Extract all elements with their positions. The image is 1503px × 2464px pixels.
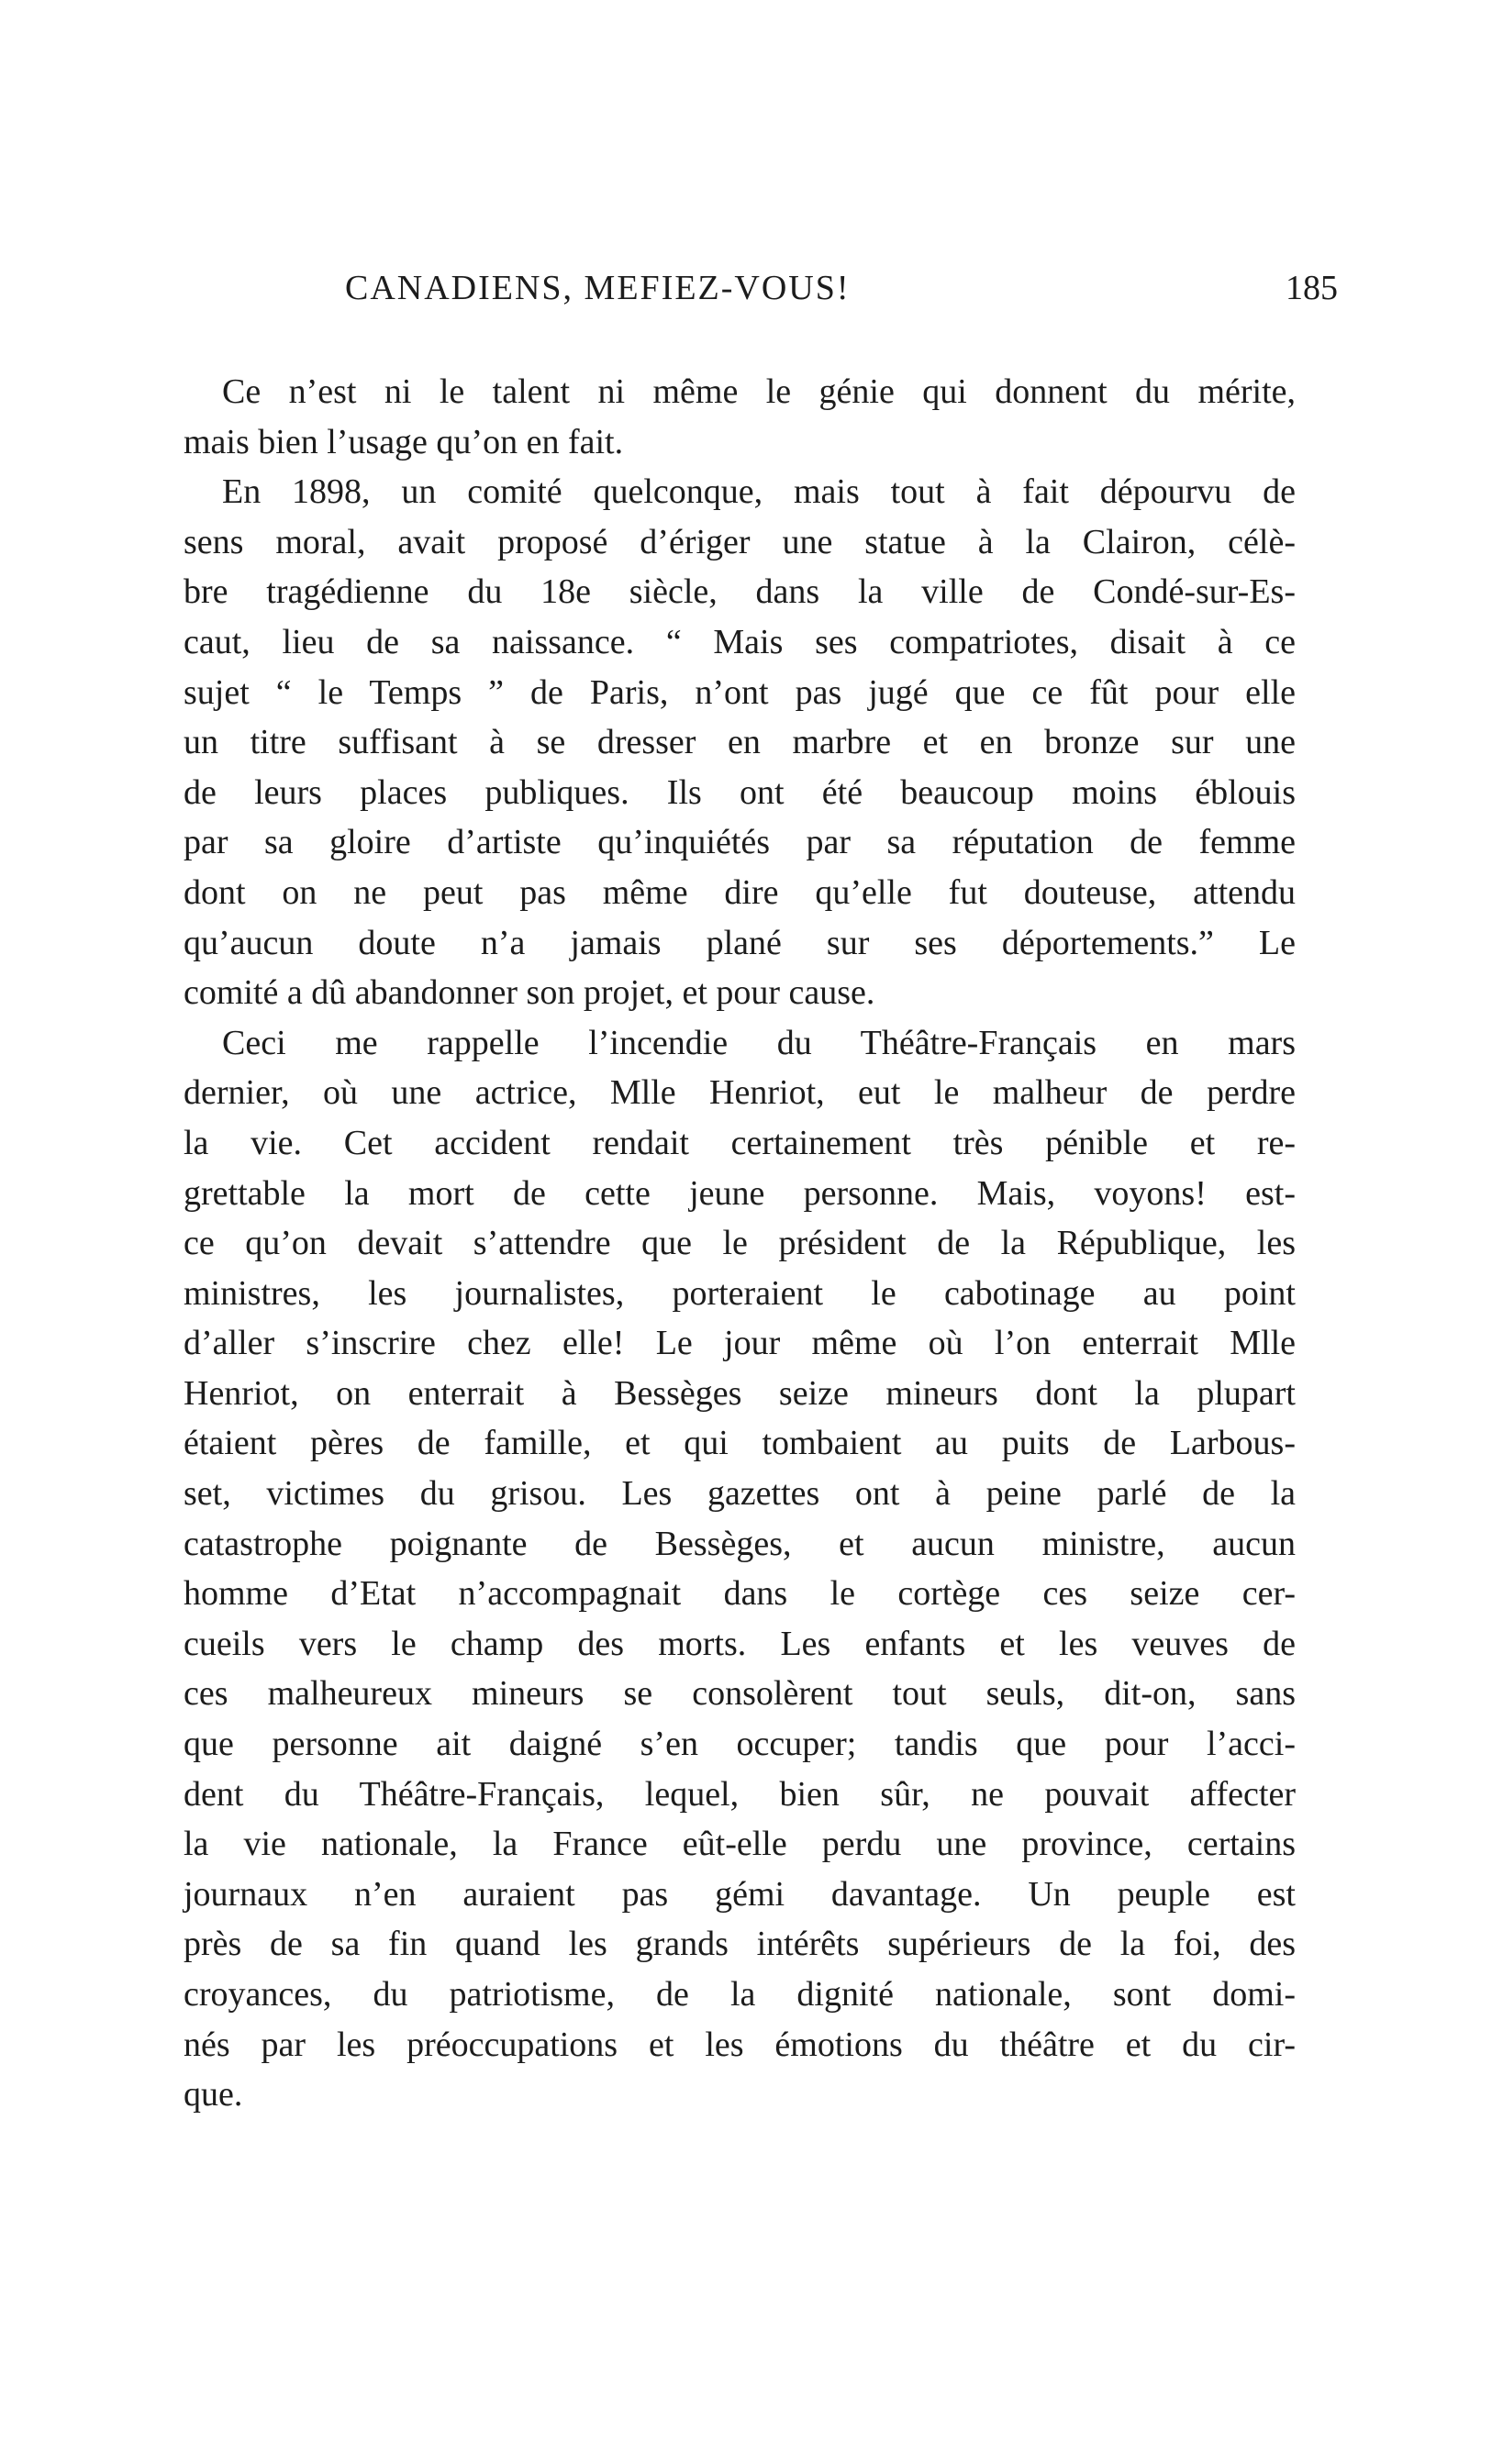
text-line: Ce n’est ni le talent ni même le génie qui donnent du mérite, — [222, 372, 1296, 411]
text-line: set, victimes du grisou. Les gazettes ont à peine parlé de la — [184, 1474, 1296, 1514]
text-line: journaux n’en auraient pas gémi davantage. Un peuple est — [184, 1874, 1296, 1914]
text-line: près de sa fin quand les grands intérêts supérieurs de la foi, des — [184, 1925, 1296, 1964]
text-line: étaient pères de famille, et qui tombaient au puits de Larbous- — [184, 1424, 1296, 1463]
text-line: Ceci me rappelle l’incendie du Théâtre-Français en mars — [222, 1023, 1296, 1062]
text-line: par sa gloire d’artiste qu’inquiétés par sa réputation de femme — [184, 823, 1296, 862]
text-line: que personne ait daigné s’en occuper; tandis que pour l’acci- — [184, 1725, 1296, 1764]
body-text — [184, 367, 1296, 2120]
text-line: de leurs places publiques. Ils ont été beaucoup moins éblouis — [184, 772, 1296, 812]
page-header — [345, 268, 1338, 319]
text-line: dernier, où une actrice, Mlle Henriot, eut le malheur de perdre — [184, 1073, 1296, 1113]
text-line: En 1898, un comité quelconque, mais tout à fait dépourvu de — [222, 472, 1296, 512]
text-line: qu’aucun doute n’a jamais plané sur ses déportements.” Le — [184, 923, 1296, 962]
text-line: mais bien l’usage qu’on en fait. — [184, 422, 624, 461]
text-line: ce qu’on devait s’attendre que le président de la République, les — [184, 1224, 1296, 1263]
text-line: catastrophe poignante de Bessèges, et aucun ministre, aucun — [184, 1524, 1296, 1563]
text-line: homme d’Etat n’accompagnait dans le cortège ces seize cer- — [184, 1574, 1296, 1614]
text-line: que. — [184, 2075, 243, 2114]
text-line: d’aller s’inscrire chez elle! Le jour même où l’on enterrait Mlle — [184, 1324, 1296, 1363]
page-number: 185 — [1286, 269, 1338, 307]
text-line: cueils vers le champ des morts. Les enfants et les veuves de — [184, 1624, 1296, 1663]
text-line: sujet “ le Temps ” de Paris, n’ont pas jugé que ce fût pour elle — [184, 672, 1296, 712]
text-line: grettable la mort de cette jeune personne. Mais, voyons! est- — [184, 1173, 1296, 1213]
text-line: croyances, du patriotisme, de la dignité nationale, sont domi- — [184, 1975, 1296, 2014]
text-line: un titre suffisant à se dresser en marbre et en bronze sur une — [184, 723, 1296, 762]
text-line: sens moral, avait proposé d’ériger une statue à la Clairon, célè- — [184, 522, 1296, 561]
text-line: ministres, les journalistes, porteraient le cabotinage au point — [184, 1273, 1296, 1313]
text-line: bre tragédienne du 18e siècle, dans la ville de Condé-sur-Es- — [184, 572, 1296, 612]
text-line: dent du Théâtre-Français, lequel, bien sûr, ne pouvait affecter — [184, 1774, 1296, 1814]
text-line: dont on ne peut pas même dire qu’elle fut douteuse, attendu — [184, 872, 1296, 912]
text-line: ces malheureux mineurs se consolèrent tout seuls, dit-on, sans — [184, 1674, 1296, 1714]
text-line: Henriot, on enterrait à Bessèges seize mineurs dont la plupart — [184, 1373, 1296, 1413]
text-line: comité a dû abandonner son projet, et pour cause. — [184, 973, 875, 1013]
running-title: CANADIENS, MEFIEZ-VOUS! — [345, 269, 851, 307]
text-line: la vie nationale, la France eût-elle perdu une province, certains — [184, 1825, 1296, 1864]
text-line: nés par les préoccupations et les émotions du théâtre et du cir- — [184, 2025, 1296, 2064]
text-line: caut, lieu de sa naissance. “ Mais ses compatriotes, disait à ce — [184, 622, 1296, 661]
text-line: la vie. Cet accident rendait certainement très pénible et re- — [184, 1123, 1296, 1162]
